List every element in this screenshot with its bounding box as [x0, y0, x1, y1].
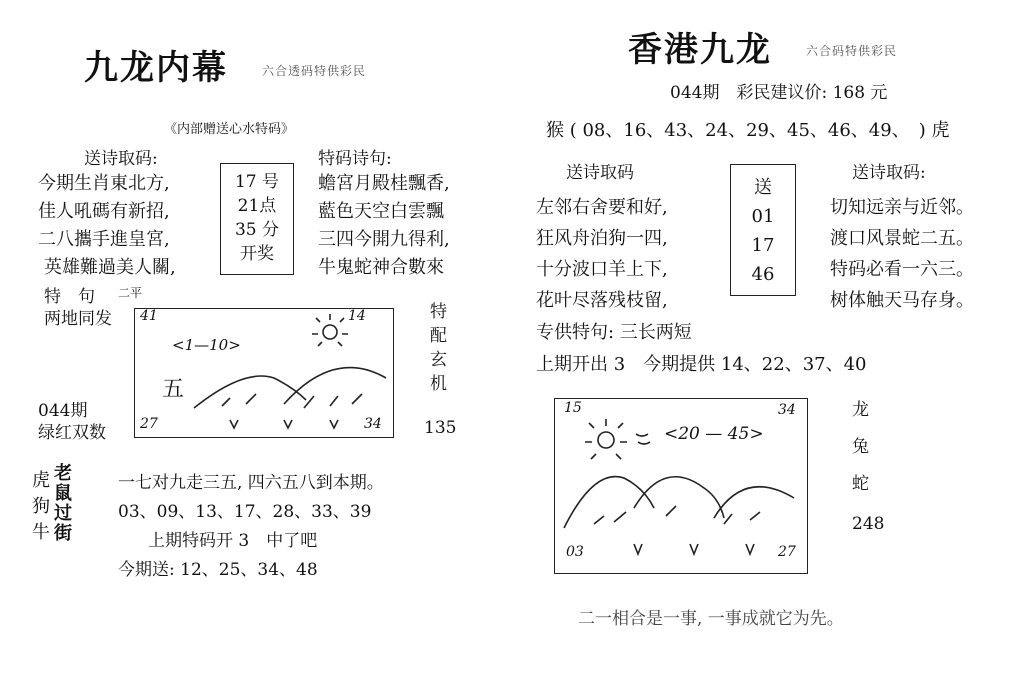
left-poem-a-line: 今期生肖東北方,: [38, 173, 170, 194]
right-title: 香港九龙: [628, 30, 772, 70]
right-poem-a-title: 送诗取码: [566, 163, 634, 183]
left-pic-bl: 27: [140, 416, 158, 432]
left-special-label: 特 句: [44, 287, 95, 307]
left-zodiac-mid: [54, 464, 72, 544]
right-issue-price: 044期 彩民建议价: 168 元: [670, 83, 888, 103]
left-poem-a-line: 英雄難過美人關,: [44, 257, 176, 278]
right-special: 专供特句: 三长两短: [536, 322, 692, 343]
right-side-char: 兔: [852, 437, 869, 457]
send-number: 17: [751, 235, 775, 256]
left-poem-b-line: 蟾宮月殿桂飄香,: [318, 173, 450, 194]
time-hour: 21点: [237, 196, 277, 216]
left-subtitle: 六合透码特供彩民: [262, 64, 367, 78]
right-poem-a-line: 花叶尽落残枝留,: [536, 290, 668, 311]
right-poem-a-line: 左邻右舍要和好,: [536, 197, 668, 218]
right-pic-bl: 03: [566, 544, 584, 560]
right-last-line: 上期开出 3 今期提供 14、22、37、40: [536, 354, 867, 375]
zodiac-mid-char: 街: [54, 523, 72, 544]
left-poem-b-line: 牛鬼蛇神合數來: [318, 257, 444, 278]
right-pic-tl: 15: [564, 400, 582, 416]
right-pic-range: <20 — 45>: [664, 424, 764, 444]
left-right-col-char: 配: [430, 326, 447, 346]
left-poem-b-title: 特码诗句:: [318, 149, 392, 169]
left-right-col-char: 机: [430, 374, 447, 394]
left-line3: 上期特码开 3 中了吧: [148, 531, 318, 551]
zodiac-char: 虎: [32, 470, 50, 491]
left-poem-a-line: 二八攜手進皇宮,: [38, 229, 170, 250]
right-footer: 二一相合是一事, 一事成就它为先。: [578, 609, 844, 629]
right-monkey-row: 猴 ( 08、16、43、24、29、45、46、49、 ) 虎: [546, 120, 950, 141]
zodiac-mid-char: 鼠: [54, 483, 72, 504]
left-right-col-char: 特: [430, 302, 447, 322]
left-time-box: [220, 163, 294, 275]
right-send-box: [730, 164, 796, 296]
zodiac-mid-char: 过: [54, 503, 72, 524]
left-line2: 03、09、13、17、28、33、39: [118, 502, 372, 522]
right-poem-b-title: 送诗取码:: [852, 163, 926, 183]
right-landscape-drawing: [554, 398, 806, 572]
right-poem-a: [536, 192, 668, 316]
left-poem-a-line: 佳人吼碼有新招,: [38, 201, 170, 222]
right-subtitle: 六合码特供彩民: [806, 44, 898, 58]
zodiac-mid-char: 老: [54, 463, 72, 484]
left-zodiac-left: [32, 468, 50, 546]
zodiac-char: 牛: [32, 522, 50, 543]
right-poem-b-line: 渡口风景蛇二五。: [830, 228, 974, 249]
time-open: 开奖: [240, 244, 274, 264]
send-number: 01: [751, 206, 775, 227]
left-poem-a: [38, 170, 176, 282]
time-date: 17 号: [234, 172, 280, 192]
right-pic-tr: 34: [778, 402, 796, 418]
left-pic-br: 34: [364, 416, 382, 432]
left-pic-tl: 41: [140, 308, 158, 324]
left-banner: 《内部赠送心水特码》: [164, 122, 295, 137]
time-minute: 35 分: [234, 220, 280, 240]
left-poem-b: [318, 170, 450, 282]
left-title: 九龙内幕: [84, 48, 228, 88]
right-poem-b-line: 切知远亲与近邻。: [830, 197, 974, 218]
right-poem-b-line: 树体触天马存身。: [830, 290, 974, 311]
send-number: 46: [751, 264, 775, 285]
right-side-col: [852, 392, 869, 503]
right-side-char: 蛇: [852, 474, 869, 494]
left-line1: 一七对九走三五, 四六五八到本期。: [118, 473, 384, 493]
left-right-col: [430, 300, 447, 396]
right-pic-br: 27: [778, 544, 796, 560]
left-landscape-drawing: [134, 308, 392, 436]
left-pic-range: <1—10>: [172, 336, 241, 354]
left-poem-a-title: 送诗取码:: [84, 149, 158, 169]
left-right-num: 135: [424, 418, 457, 438]
right-poem-b: [830, 192, 974, 316]
right-side-char: 龙: [852, 400, 869, 420]
left-special-note: 二平: [118, 286, 143, 300]
right-side-num: 248: [852, 514, 885, 534]
left-pic-char: 五: [162, 377, 185, 402]
left-right-col-char: 玄: [430, 350, 447, 370]
right-poem-b-line: 特码必看一六三。: [830, 259, 974, 280]
left-poem-b-line: 藍色天空白雲飄: [318, 201, 444, 222]
zodiac-char: 狗: [32, 496, 50, 517]
left-oddeven: 绿红双数: [38, 423, 106, 443]
left-issue: 044期: [38, 401, 88, 421]
left-pic-tr: 14: [348, 308, 366, 324]
send-label: 送: [754, 177, 772, 198]
left-line4: 今期送: 12、25、34、48: [118, 560, 318, 580]
left-special-text: 两地同发: [44, 309, 112, 329]
left-poem-b-line: 三四今開九得利,: [318, 229, 450, 250]
right-poem-a-line: 狂风舟泊狗一四,: [536, 228, 668, 249]
right-poem-a-line: 十分波口羊上下,: [536, 259, 668, 280]
